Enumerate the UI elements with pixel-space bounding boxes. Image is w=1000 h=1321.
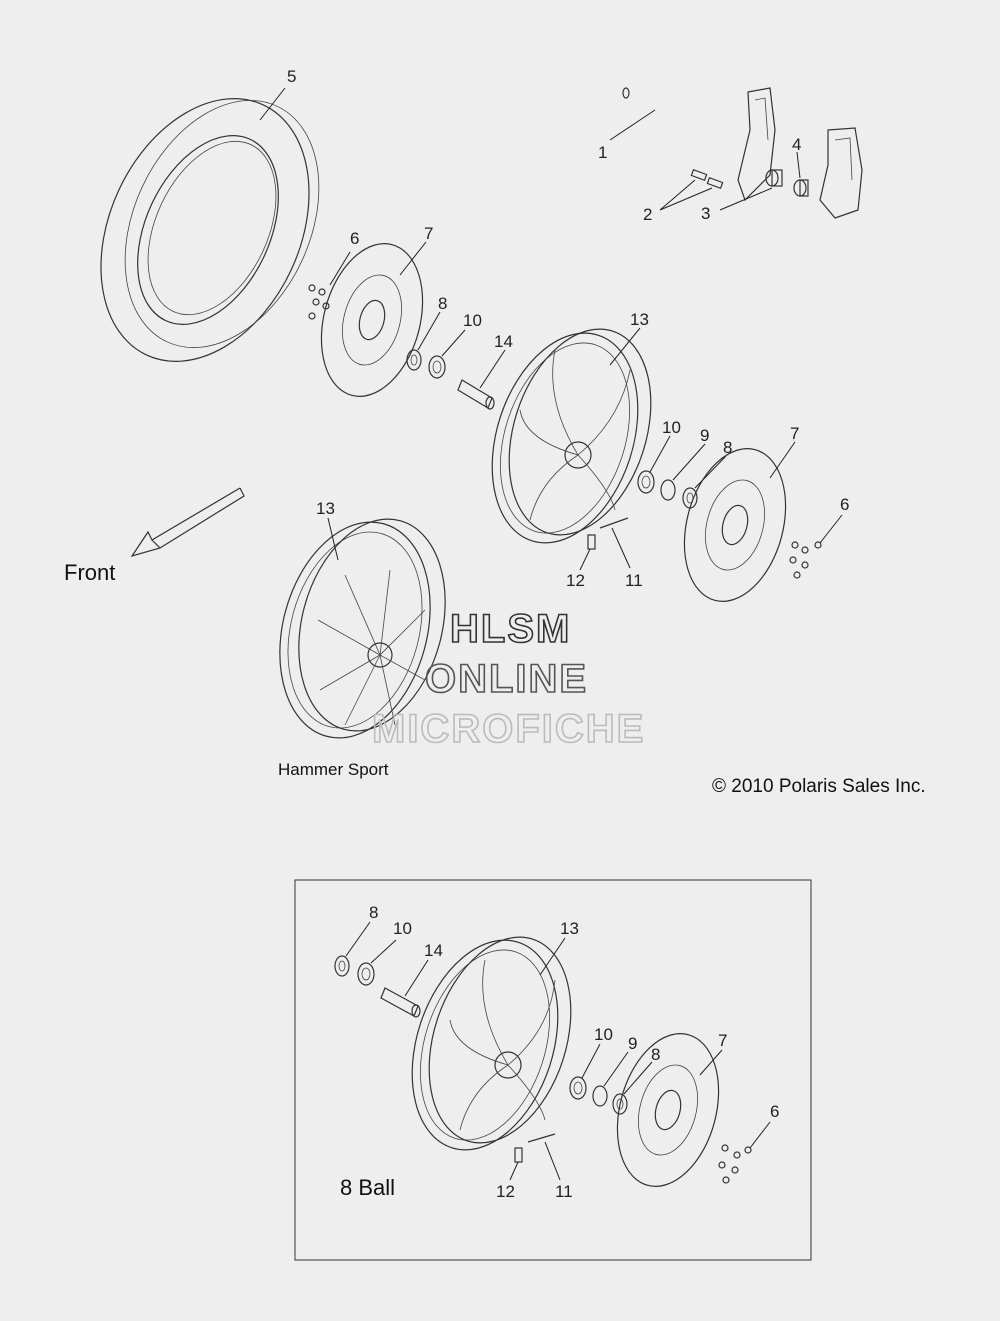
circlip-right <box>661 480 675 500</box>
callout-9: 9 <box>700 426 710 445</box>
callout-11: 11 <box>625 571 643 590</box>
disc-bolts-left <box>309 285 329 319</box>
inset-box <box>295 880 811 1260</box>
inset-circlip <box>593 1086 607 1106</box>
inset-callout-10-right: 10 <box>594 1025 613 1044</box>
inset-wheel <box>387 919 596 1169</box>
brake-disc-left <box>305 232 438 408</box>
front-label: Front <box>64 560 116 585</box>
bearing-left <box>429 356 445 378</box>
inset-bearing-left <box>358 963 374 985</box>
watermark-line-1: HLSM <box>450 607 572 651</box>
inset-callout-14: 14 <box>424 941 443 960</box>
callout-8-left: 8 <box>438 294 448 313</box>
bearing-right <box>638 471 654 493</box>
inset-callout-9: 9 <box>628 1034 638 1053</box>
variant-label-hammer-sport: Hammer Sport <box>278 760 389 779</box>
inset-callout-8-left: 8 <box>369 903 379 922</box>
brake-disc-right <box>668 437 801 613</box>
callout-8-right: 8 <box>723 438 733 457</box>
inset-callout-13: 13 <box>560 919 579 938</box>
callout-10-left: 10 <box>463 311 482 330</box>
inset-spacer-tube <box>381 988 420 1017</box>
callout-12: 12 <box>566 571 585 590</box>
inset-disc-bolts <box>719 1145 751 1183</box>
valve-cap <box>588 535 595 549</box>
callout-13-main: 13 <box>630 310 649 329</box>
inset-bearing-right <box>570 1077 586 1099</box>
callout-2: 2 <box>643 205 653 224</box>
variant-label-8-ball: 8 Ball <box>340 1175 396 1200</box>
callout-5: 5 <box>287 67 297 86</box>
callout-6-left: 6 <box>350 229 360 248</box>
axle <box>623 88 720 143</box>
watermark-line-3: MICROFICHE <box>372 707 646 751</box>
seal-left <box>407 350 421 370</box>
inset-callout-10-left: 10 <box>393 919 412 938</box>
inset-callout-12: 12 <box>496 1182 515 1201</box>
inset-callout-11: 11 <box>555 1182 573 1201</box>
callout-14: 14 <box>494 332 513 351</box>
inset-valve-stem <box>528 1134 555 1142</box>
callout-10-right: 10 <box>662 418 681 437</box>
front-arrow <box>132 488 244 556</box>
valve-stem <box>600 518 628 528</box>
callout-3: 3 <box>701 204 711 223</box>
inset-seal-left <box>335 956 349 976</box>
tire <box>61 65 360 395</box>
inset-valve-cap <box>515 1148 522 1162</box>
callout-1: 1 <box>598 143 608 162</box>
inset-callout-8-right: 8 <box>651 1045 661 1064</box>
axle-pinch-bolts <box>691 170 722 188</box>
inset-brake-disc <box>601 1022 734 1198</box>
callout-4: 4 <box>792 135 802 154</box>
spacer-tube <box>458 380 494 409</box>
disc-bolts-right <box>790 542 821 578</box>
axle-spacers <box>766 170 808 196</box>
inset-callout-6: 6 <box>770 1102 780 1121</box>
callout-13-hammer: 13 <box>316 499 335 518</box>
callout-7-right: 7 <box>790 424 800 443</box>
seal-right <box>683 488 697 508</box>
copyright: © 2010 Polaris Sales Inc. <box>712 776 926 797</box>
watermark-line-2: ONLINE <box>425 657 589 701</box>
callout-6-right: 6 <box>840 495 850 514</box>
inset-callout-7: 7 <box>718 1031 728 1050</box>
callout-7-left: 7 <box>424 224 434 243</box>
